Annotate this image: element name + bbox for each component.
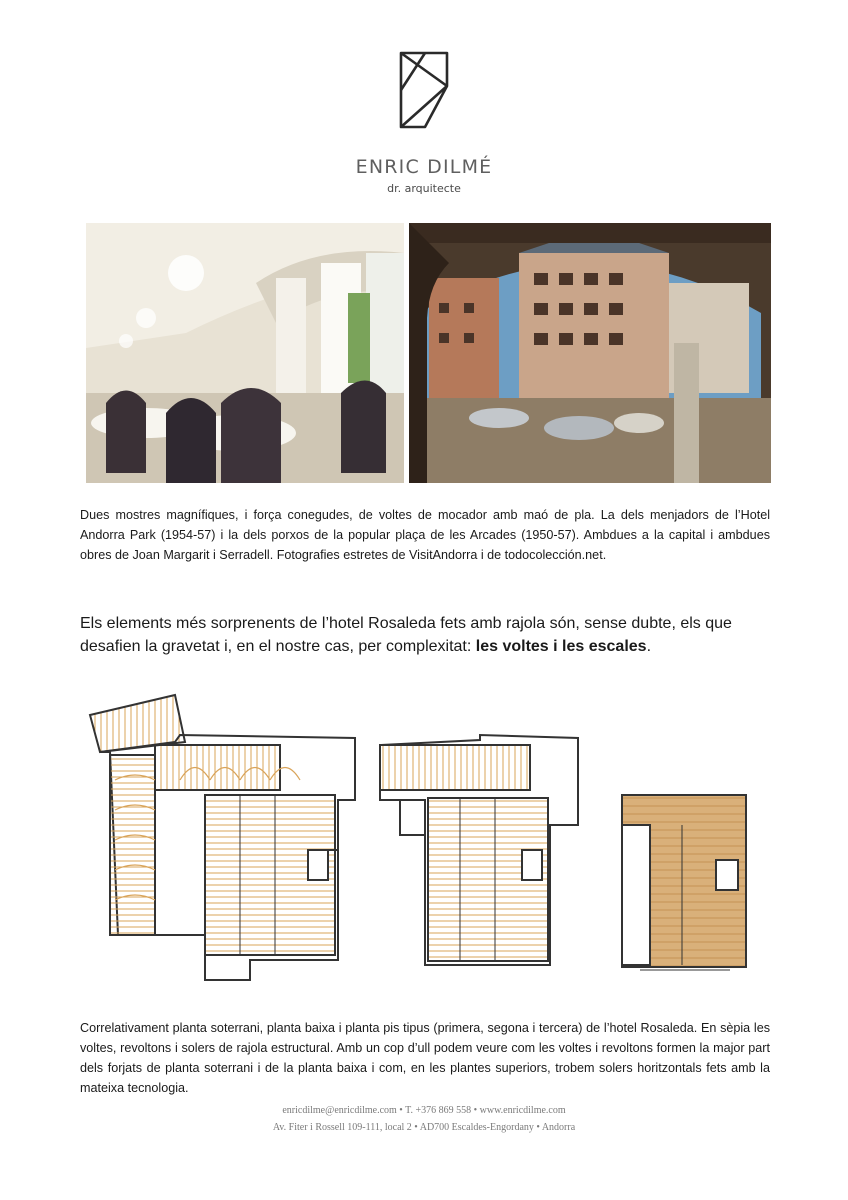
lead-paragraph <box>80 612 770 658</box>
lead-text: Els elements més sorprenents de l’hotel Rosaleda fets amb rajola són, sense dubte, els que desafien la gravetat i, en el nostre cas, per complexitat: <box>80 615 732 655</box>
basement-plan <box>90 695 355 980</box>
logo-icon <box>397 50 451 130</box>
footer-contact: enricdilme@enricdilme.com • T. +376 869 558 • www.enricdilme.com <box>282 1105 566 1116</box>
upper-floor-plan <box>622 795 746 970</box>
plans-caption: Correlativament planta soterrani, planta baixa i planta pis tipus (primera, segona i tercera) de l’hotel Rosaleda. En sèpia les voltes, revoltons i solers de rajola estructural. Amb un cop d’ull podem veure com les voltes i revoltons formen la major part dels forjats de planta soterrani i de la planta baixa i com, en les plantes superiors, trobem solers horitzontals fets amb la mateixa tecnologia. <box>80 1021 770 1095</box>
brand-subtitle: dr. arquitecte <box>387 182 461 195</box>
lead-highlight: les voltes i les escales <box>475 638 647 655</box>
lead-end: . <box>646 638 652 655</box>
floor-plans-drawing <box>80 690 770 990</box>
brand-name: ENRIC DILMÉ <box>355 156 493 178</box>
photo-caption: Dues mostres magnífiques, i força conegudes, de voltes de mocador amb maó de pla. La dels menjadors de l’Hotel Andorra Park (1954-57) i la dels porxos de la popular plaça de les Arcades (1950-57). Ambdues a la capital i ambdues obres de Joan Margarit i Serradell. Fotografies estretes de VisitAndorra i de todocolección.net. <box>80 508 770 562</box>
arcades-square-photo <box>409 223 771 483</box>
ground-floor-plan <box>380 735 578 965</box>
footer-address: Av. Fiter i Rossell 109-111, local 2 • AD700 Escaldes-Engordany • Andorra <box>272 1122 576 1133</box>
hotel-dining-room-photo <box>86 223 404 483</box>
